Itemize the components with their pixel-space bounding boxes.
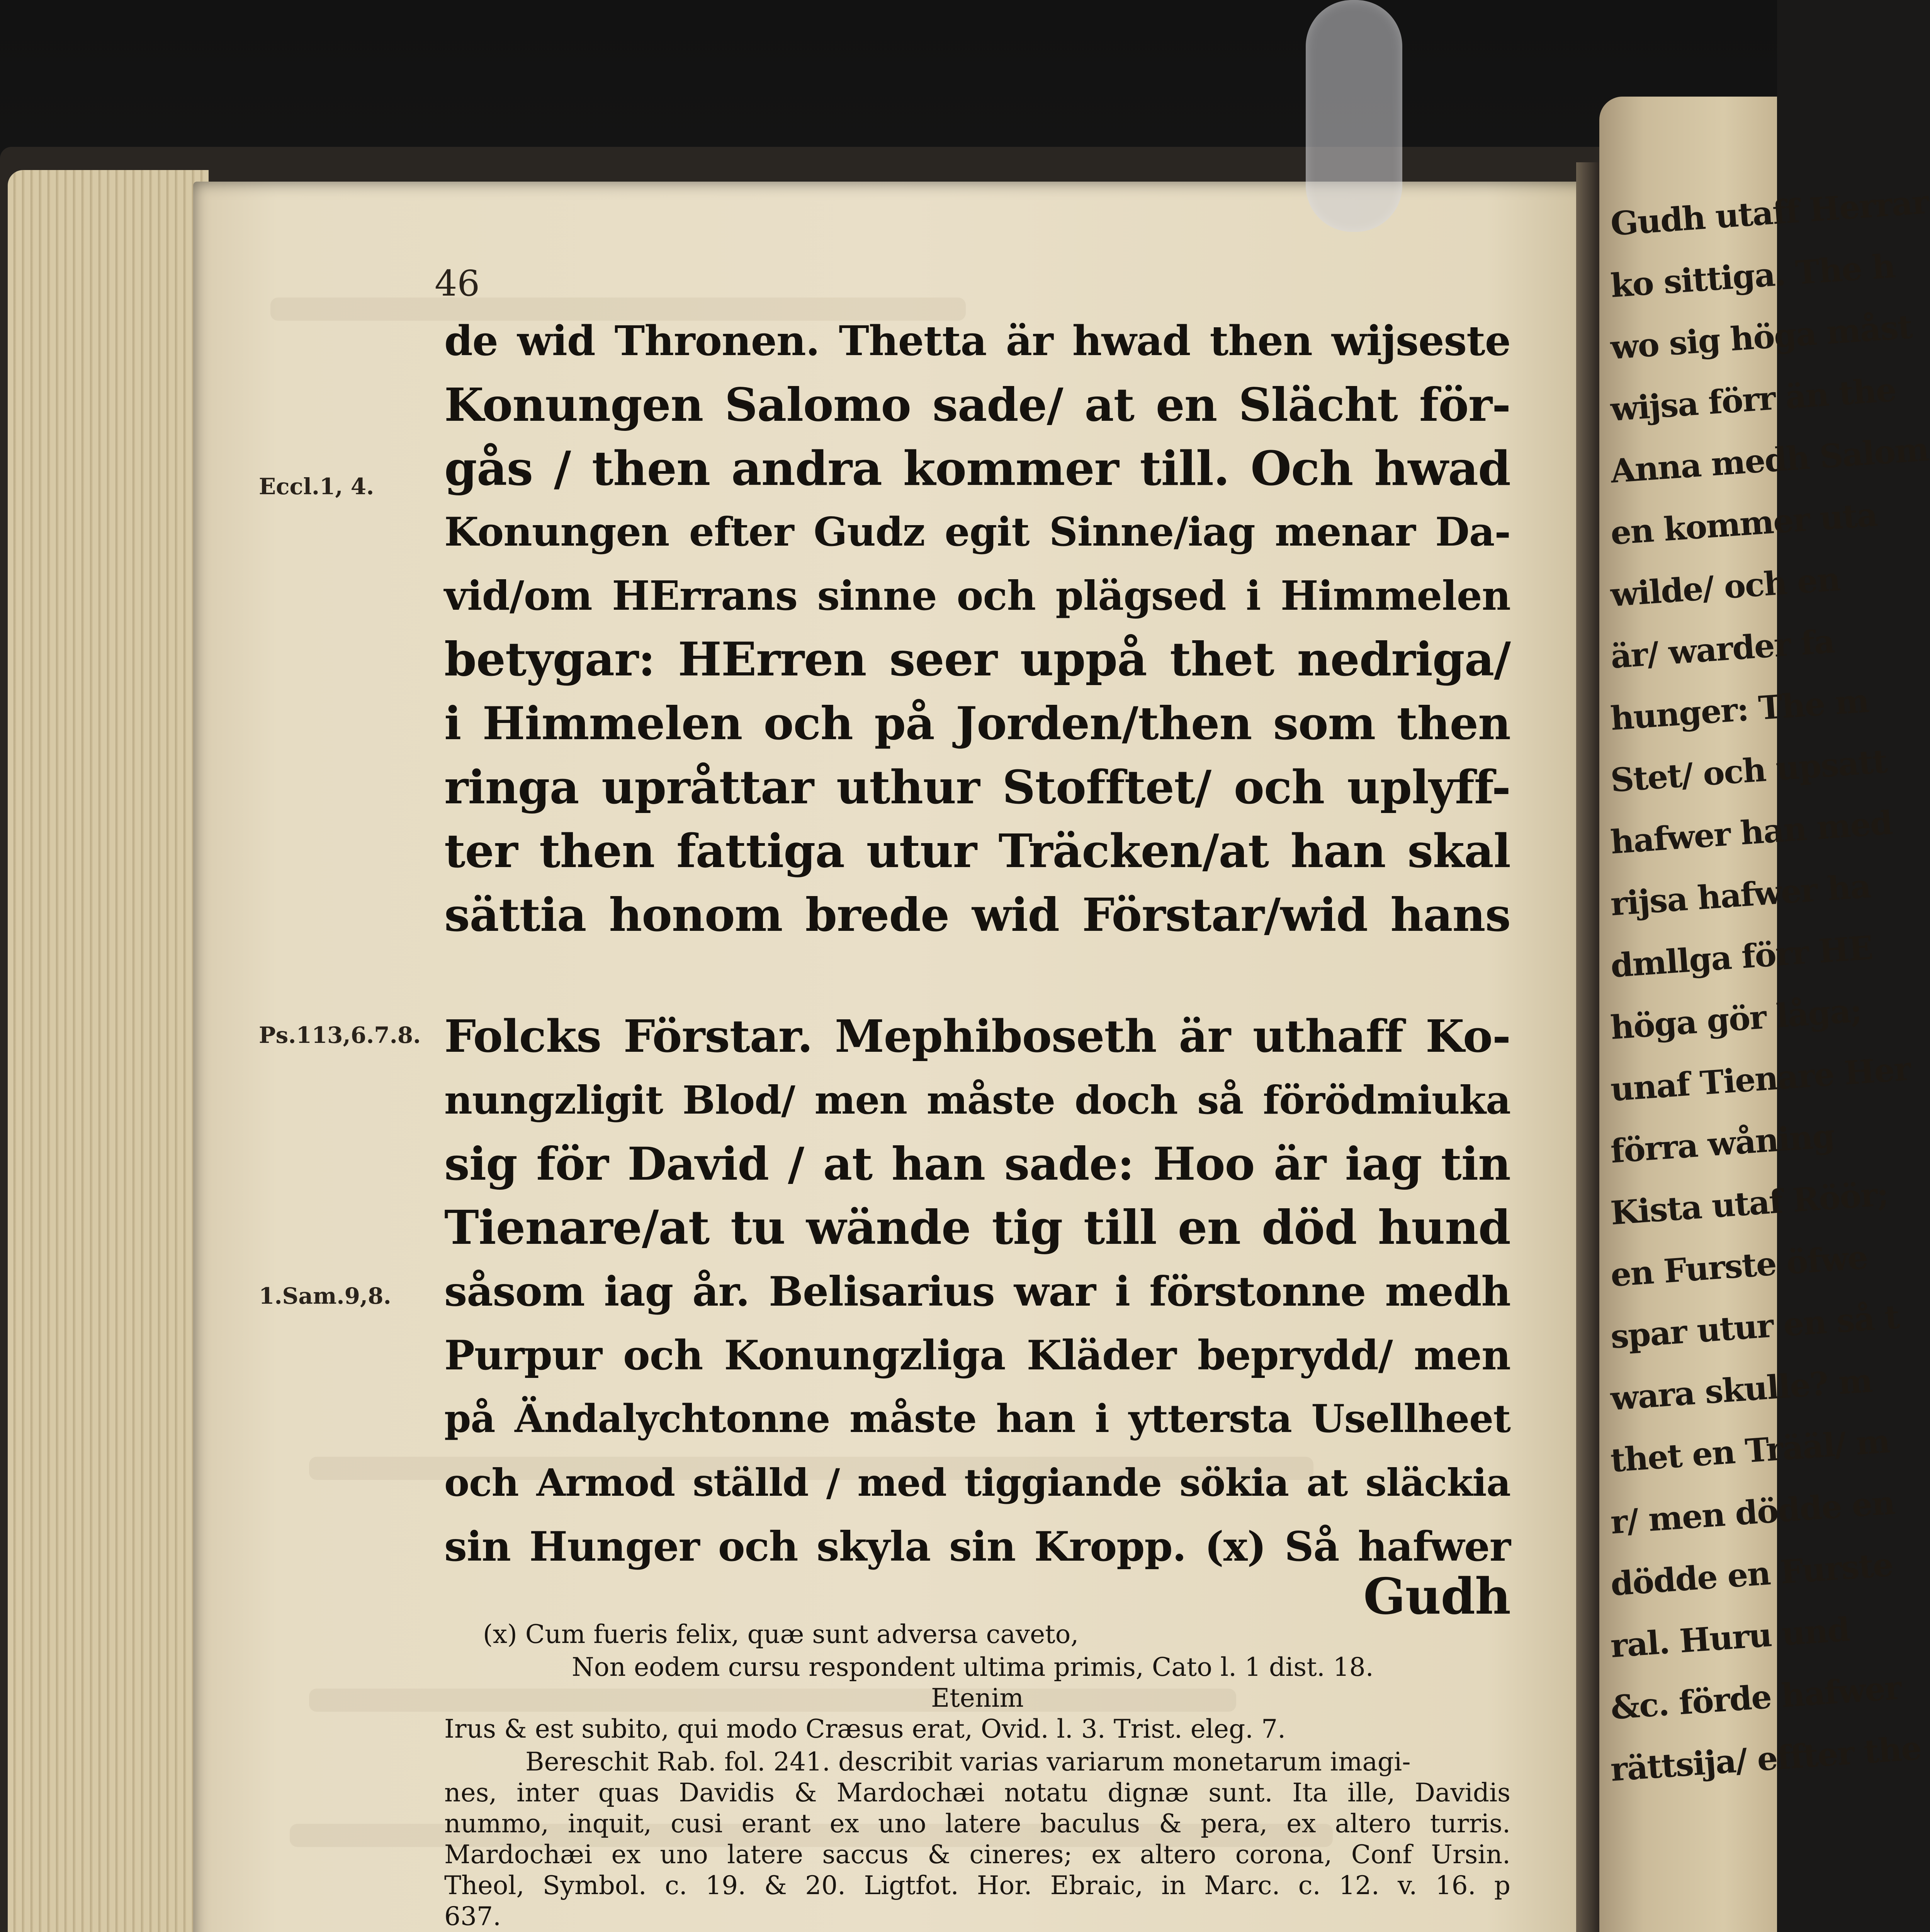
catchword: Gudh — [1363, 1568, 1510, 1626]
body-line: betygar: HErren seer uppå thet nedriga/ — [444, 633, 1510, 687]
page-edges — [8, 170, 209, 1932]
body-line: ringa upråttar uthur Stofftet/ och uplyff- — [444, 760, 1510, 814]
footnote-line: Mardochæi ex uno latere saccus & cineres; ex altero corona, Conf Ursin. — [444, 1840, 1510, 1869]
facing-line: Kista utaf Röör; — [1609, 1174, 1889, 1232]
facing-line: höga gör låga; — [1609, 991, 1863, 1047]
facing-line: hunger: The m — [1609, 681, 1870, 738]
facing-line: hafwer han med — [1609, 803, 1893, 861]
facing-line: rijsa hafwer ha — [1609, 867, 1872, 923]
body-line: vid/om HErrans sinne och plägsed i Himmelen — [444, 573, 1510, 619]
body-line: sig för David / at han sade: Hoo är iag tin — [444, 1137, 1510, 1190]
margin-note: Eccl.1, 4. — [259, 473, 374, 500]
footnote-line: Bereschit Rab. fol. 241. describit varias variarum monetarum imagi- — [525, 1747, 1411, 1777]
facing-line: Stet/ och upsatt — [1609, 742, 1888, 799]
page-number: 46 — [435, 263, 480, 304]
facing-line: Gudh utaff Herrar — [1609, 182, 1930, 243]
footnote-line: 637. — [444, 1901, 501, 1931]
body-line: de wid Thronen. Thetta är hwad then wijseste — [444, 317, 1510, 365]
body-line: i Himmelen och på Jorden/then som then — [444, 697, 1510, 750]
footnote-line: Theol, Symbol. c. 19. & 20. Ligtfot. Hor. Ebraic, in Marc. c. 12. v. 16. p — [444, 1871, 1510, 1900]
footnote-line: (x) Cum fueris felix, quæ sunt adversa caveto, — [483, 1619, 1079, 1649]
facing-line: r/ men dödde en — [1609, 1483, 1896, 1541]
facing-line: wijsa förr än the — [1609, 370, 1897, 429]
footnote-line: nes, inter quas Davidis & Mardochæi notatu dignæ sunt. Ita ille, Davidis — [444, 1778, 1510, 1808]
facing-line: dödde en Furste — [1609, 1545, 1894, 1603]
facing-line: dmllga förr HE — [1609, 928, 1874, 985]
body-line: Tienare/at tu wände tig till en död hund — [444, 1201, 1510, 1255]
facing-line: wilde/ och en — [1609, 560, 1841, 614]
body-line: och Armod ställd / med tiggiande sökia at släckia — [444, 1461, 1510, 1505]
body-line: Purpur och Konungzliga Kläder beprydd/ men — [444, 1332, 1510, 1379]
facing-line: unaf Tienare Her — [1609, 1049, 1912, 1109]
facing-line: wo sig höga måst — [1609, 307, 1913, 367]
facing-line: är/ warder fa — [1609, 622, 1836, 676]
body-line: ter then fattiga utur Träcken/at han skal — [444, 824, 1510, 878]
facing-line: förra wåning — [1609, 1116, 1836, 1170]
body-line: Konungen Salomo sade/ at en Slächt för- — [444, 378, 1510, 432]
facing-line: wara skulle? m — [1609, 1361, 1873, 1418]
margin-note: Ps.113,6.7.8. — [259, 1022, 421, 1048]
page-holder-clip — [1306, 0, 1402, 232]
facing-line: en kommer uta — [1609, 495, 1879, 552]
body-line: Konungen efter Gudz egit Sinne/iag menar Da- — [444, 509, 1510, 555]
footnote-line: Irus & est subito, qui modo Cræsus erat, Ovid. l. 3. Trist. eleg. 7. — [444, 1714, 1286, 1744]
margin-note: 1.Sam.9,8. — [259, 1283, 391, 1309]
footnote-line: Non eodem cursu respondent ultima primis, Cato l. 1 dist. 18. — [572, 1652, 1374, 1682]
facing-line: ko sittiga. Thе h — [1609, 247, 1896, 305]
footnote-line: Etenim — [931, 1683, 1024, 1713]
body-line: på Ändalychtonne måste han i ytterstа Usellheet — [444, 1396, 1510, 1441]
facing-line: ral. Huru und — [1609, 1610, 1851, 1665]
body-line: gås / then andra kommer till. Och hwad — [444, 441, 1510, 496]
body-line: såsom iag år. Belisarius war i förstonne medh — [444, 1267, 1510, 1315]
body-line: Folcks Förstar. Mephiboseth är uthaff Ko- — [444, 1010, 1510, 1063]
body-line: nungzligit Blod/ men måste doch så förödmiuka — [444, 1077, 1510, 1123]
facing-line: thet en Trääl/ m — [1609, 1422, 1891, 1480]
body-line: sin Hunger och skyla sin Kropp. (x) Så hafwer — [444, 1523, 1510, 1570]
facing-line: spar utur en så t — [1609, 1297, 1900, 1356]
facing-line: en Furste öfwe — [1609, 1238, 1869, 1294]
body-line: sättia honom brede wid Förstar/wid hans — [444, 888, 1510, 942]
facing-line: rättsija/ effter the — [1609, 1728, 1922, 1789]
footnote-line: nummo, inquit, cusi erant ex uno latere baculus & pera, ex altero turris. — [444, 1809, 1510, 1838]
facing-line: Annа medh Salom — [1609, 430, 1930, 490]
facing-line: &c. förde hafwer — [1609, 1668, 1902, 1727]
